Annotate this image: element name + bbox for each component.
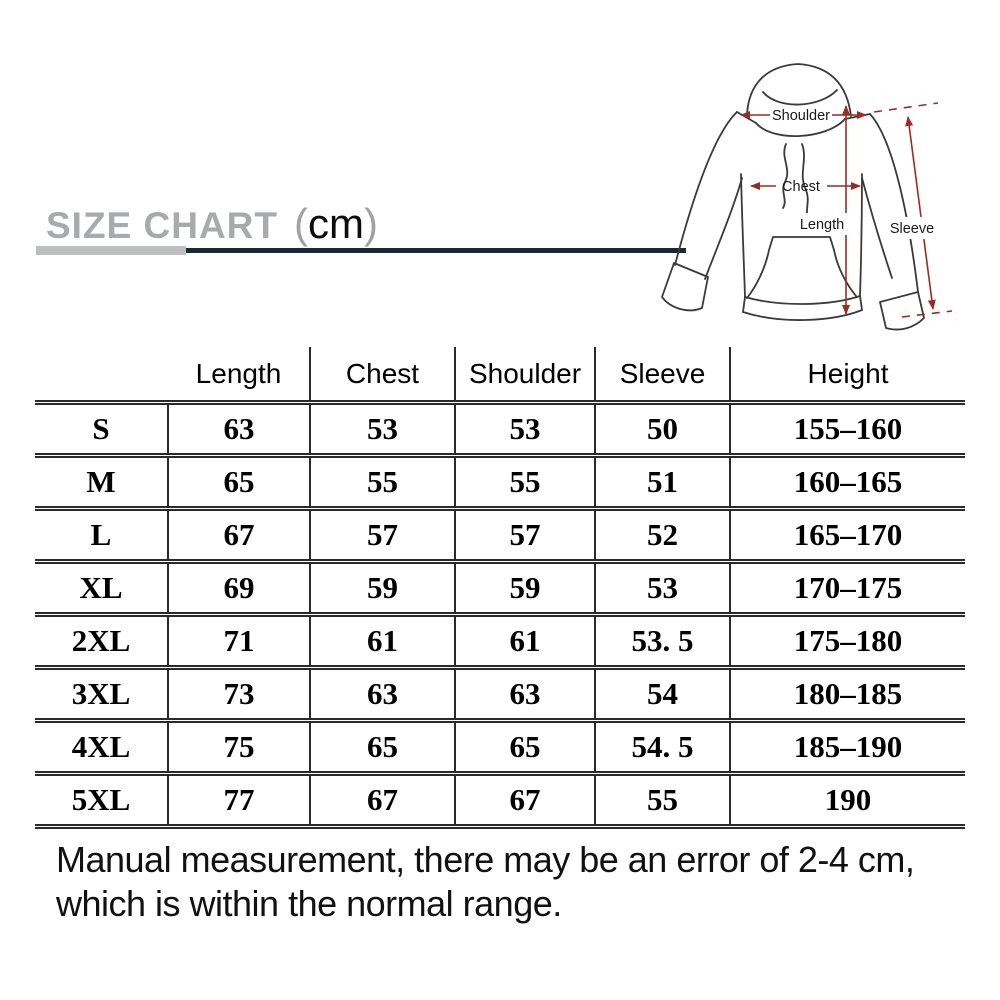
value-cell: 63 (310, 668, 455, 721)
value-cell: 185–190 (730, 721, 965, 774)
header-cell-length: Length (195, 357, 282, 389)
value-cell: 59 (455, 562, 595, 615)
value-cell: 67 (168, 509, 310, 562)
size-table (35, 347, 965, 829)
size-cell: 5XL (35, 774, 168, 827)
value-cell: 65 (310, 721, 455, 774)
left-sleeve-outer (675, 112, 737, 265)
table-row-l (35, 509, 965, 562)
hoodie-diagram (650, 50, 1000, 350)
body-left-edge (741, 174, 745, 297)
value-cell: 69 (168, 562, 310, 615)
sleeve-dash-top (874, 103, 938, 112)
sleeve-dash-bottom (902, 311, 952, 317)
table-row-2xl (35, 615, 965, 668)
paren-close: ) (364, 200, 378, 247)
sleeve-arrow (908, 117, 933, 309)
value-cell: 61 (455, 615, 595, 668)
value-cell: 51 (595, 456, 730, 509)
value-cell: 57 (455, 509, 595, 562)
page-title (46, 200, 378, 248)
header-row (35, 347, 965, 403)
value-cell: 55 (595, 774, 730, 827)
value-cell: 55 (310, 456, 455, 509)
value-cell: 65 (455, 721, 595, 774)
body-right-edge (860, 174, 862, 296)
header-cell-shoulder: Shoulder (455, 347, 595, 403)
value-cell: 67 (455, 774, 595, 827)
hood-inner (763, 90, 837, 105)
note-line-2: which is within the normal range. (56, 883, 562, 924)
size-cell: S (35, 403, 168, 456)
value-cell: 53 (310, 403, 455, 456)
value-cell: 75 (168, 721, 310, 774)
table-row-s (35, 403, 965, 456)
left-cuff (662, 263, 708, 310)
value-cell: 73 (168, 668, 310, 721)
size-cell: 2XL (35, 615, 168, 668)
sleeve-label: Sleeve (889, 221, 935, 237)
size-cell: XL (35, 562, 168, 615)
value-cell: 190 (730, 774, 965, 827)
title-text: SIZE CHART (46, 205, 278, 246)
value-cell: 71 (168, 615, 310, 668)
value-cell: 50 (595, 403, 730, 456)
table-row-3xl (35, 668, 965, 721)
value-cell: 63 (168, 403, 310, 456)
divider-gray-segment (36, 246, 186, 255)
title-unit (294, 200, 378, 247)
drawstring-left (783, 144, 787, 208)
divider-navy-segment (186, 248, 686, 253)
value-cell: 180–185 (730, 668, 965, 721)
header-cell-chest: Chest (310, 347, 455, 403)
value-cell: 67 (310, 774, 455, 827)
hoodie-outline (662, 64, 924, 330)
value-cell: 61 (310, 615, 455, 668)
paren-open: ( (294, 200, 308, 247)
value-cell: 160–165 (730, 456, 965, 509)
right-cuff (880, 292, 924, 330)
size-cell: L (35, 509, 168, 562)
header-cell-sleeve: Sleeve (595, 347, 730, 403)
value-cell: 54. 5 (595, 721, 730, 774)
value-cell: 170–175 (730, 562, 965, 615)
value-cell: 165–170 (730, 509, 965, 562)
size-cell: M (35, 456, 168, 509)
value-cell: 63 (455, 668, 595, 721)
table-row-4xl (35, 721, 965, 774)
value-cell: 57 (310, 509, 455, 562)
note-line-1: Manual measurement, there may be an error of 2-4 cm, (56, 839, 915, 880)
value-cell: 155–160 (730, 403, 965, 456)
size-cell: 3XL (35, 668, 168, 721)
table-row-m (35, 456, 965, 509)
value-cell: 65 (168, 456, 310, 509)
header-cell-height: Height (730, 347, 965, 403)
value-cell: 55 (455, 456, 595, 509)
shoulder-label: Shoulder (771, 108, 831, 124)
value-cell: 53 (595, 562, 730, 615)
chest-label: Chest (782, 179, 820, 195)
hem-top (745, 296, 860, 304)
hem-bottom (743, 310, 862, 320)
value-cell: 54 (595, 668, 730, 721)
left-sleeve-inner (705, 178, 742, 279)
measurement-arrows (741, 103, 952, 317)
note-text (56, 838, 914, 926)
unit-label: cm (308, 200, 364, 247)
value-cell: 53 (455, 403, 595, 456)
header-cell-blank (35, 347, 168, 403)
size-cell: 4XL (35, 721, 168, 774)
value-cell: 59 (310, 562, 455, 615)
value-cell: 53. 5 (595, 615, 730, 668)
table-row-5xl (35, 774, 965, 827)
table-row-xl (35, 562, 965, 615)
pocket (747, 237, 856, 298)
value-cell: 77 (168, 774, 310, 827)
value-cell: 52 (595, 509, 730, 562)
value-cell: 175–180 (730, 615, 965, 668)
length-label: Length (799, 217, 845, 233)
